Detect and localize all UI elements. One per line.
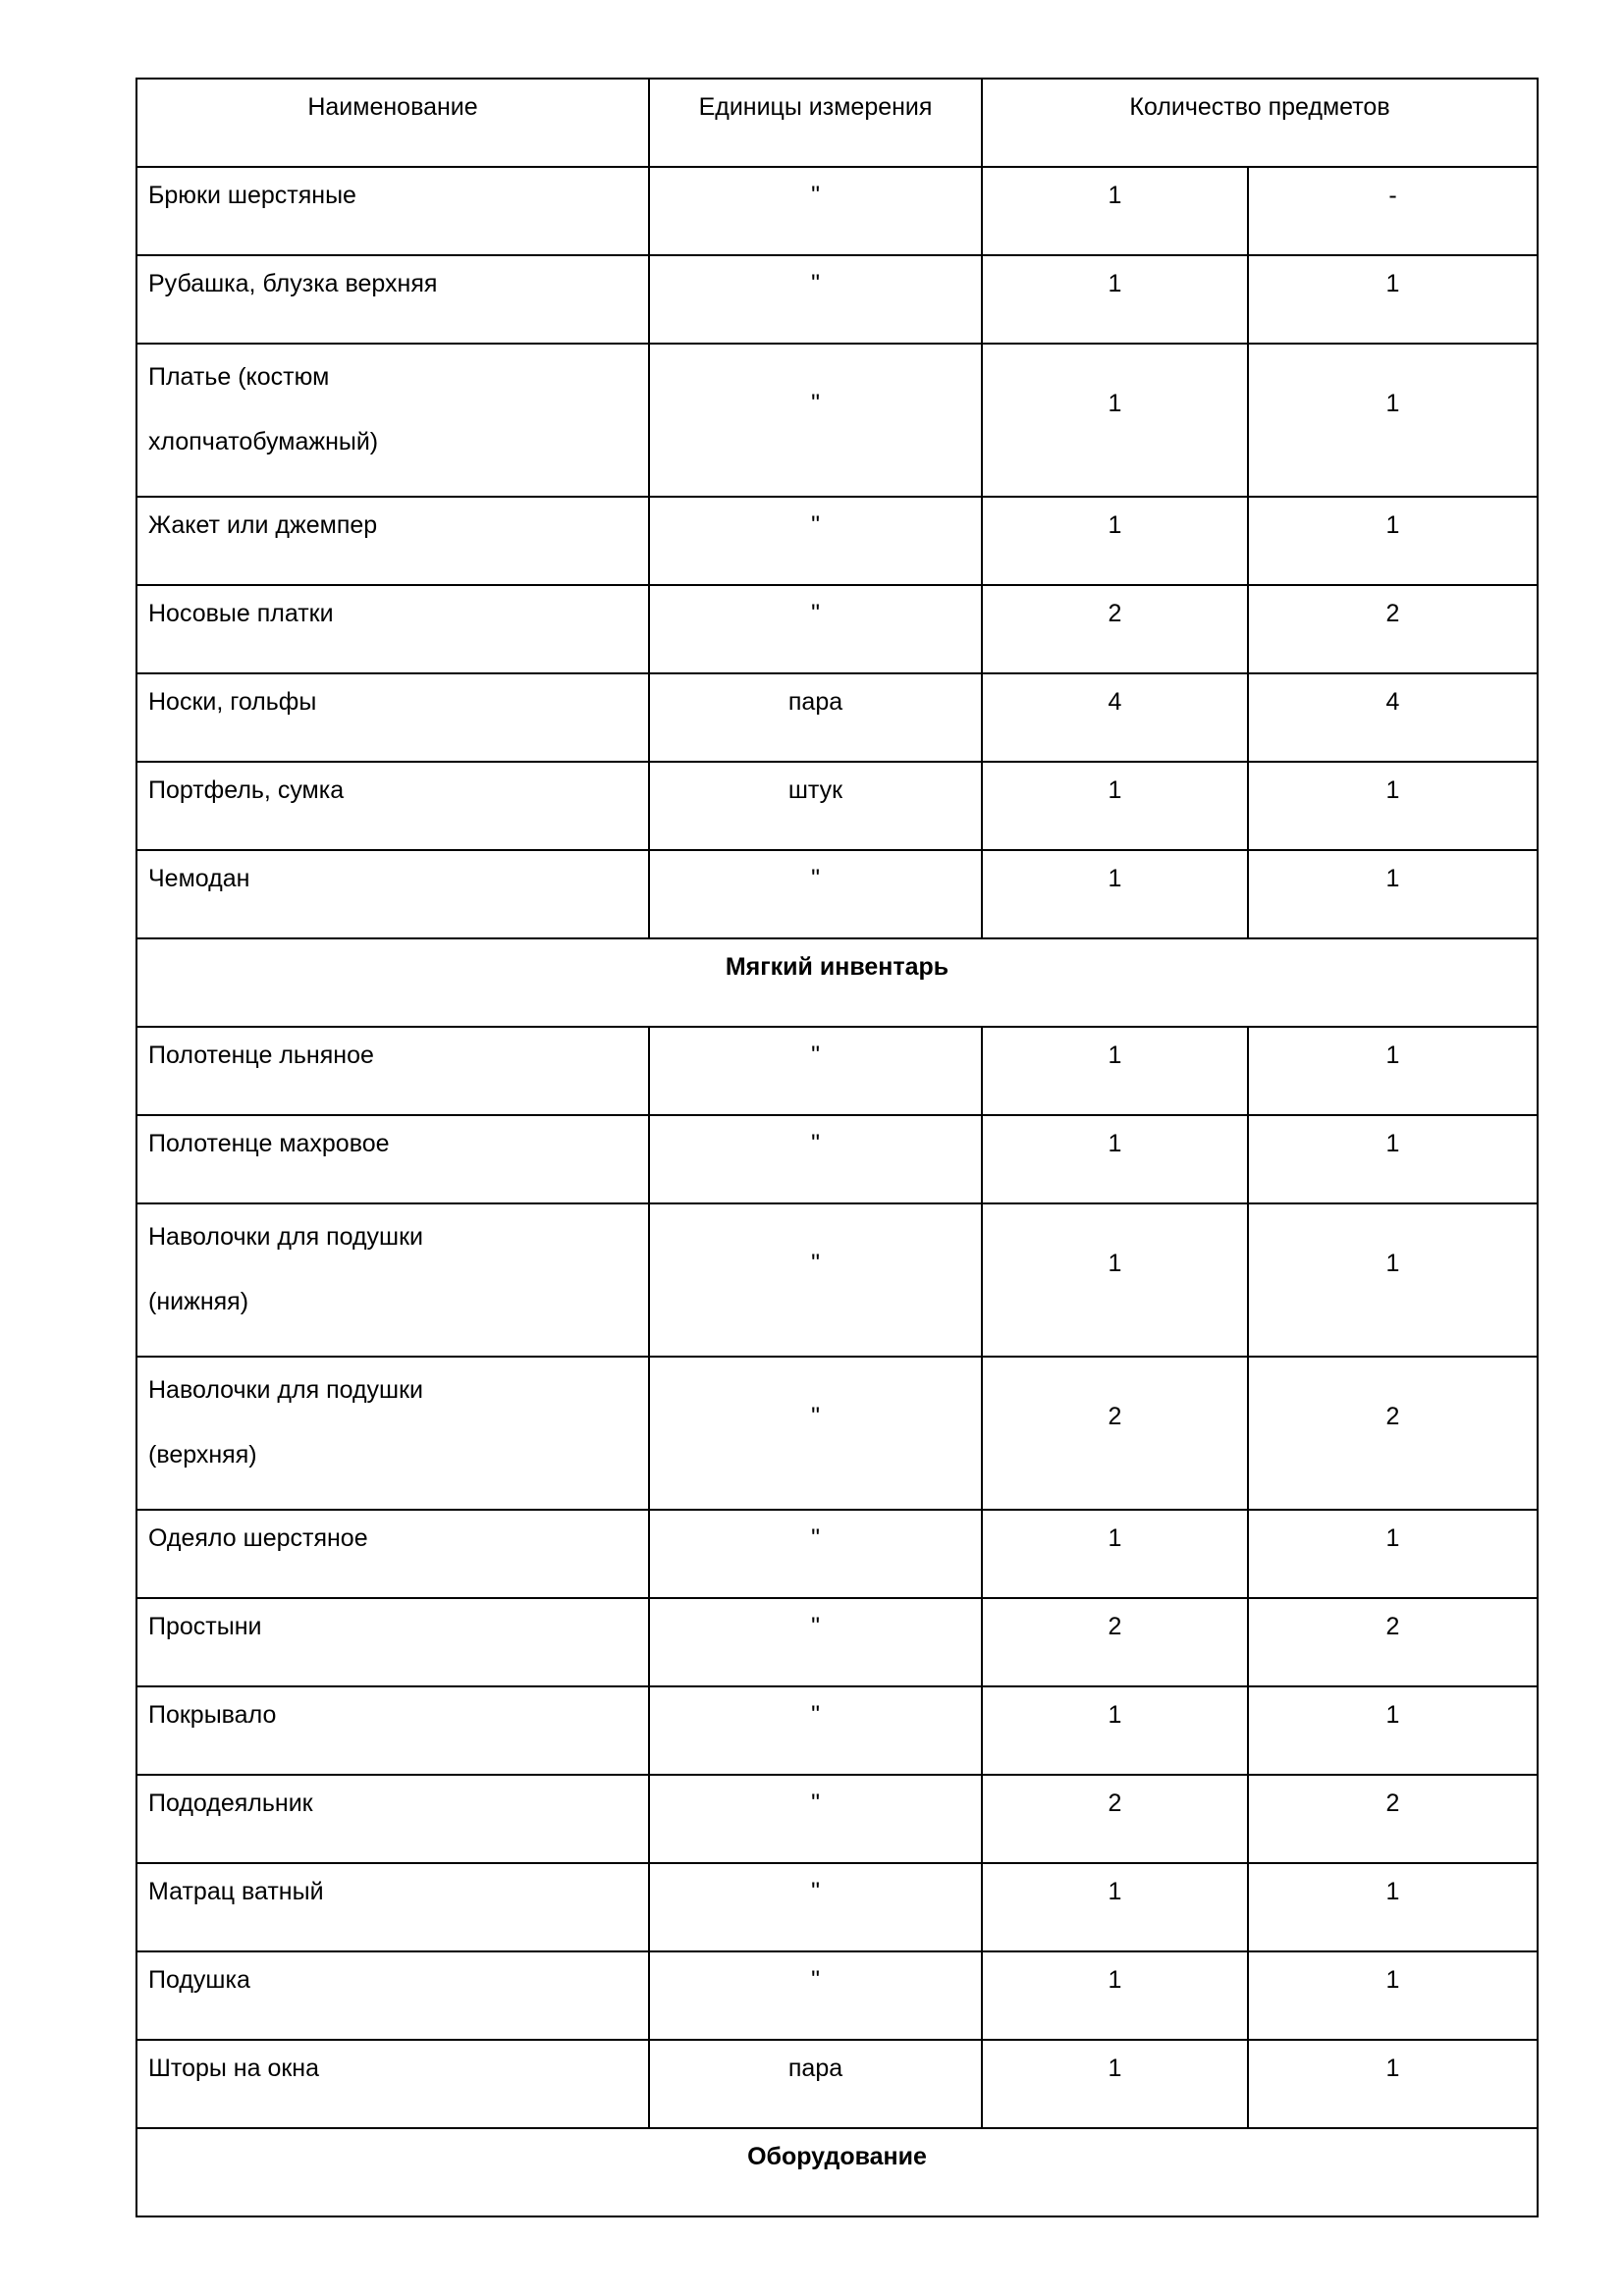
item-unit: " [811, 182, 820, 209]
item-name: Полотенце льняное [148, 1041, 374, 1069]
item-quantity-1-cell [982, 1863, 1248, 1951]
item-unit-cell [649, 673, 982, 762]
item-quantity-2: 1 [1385, 1878, 1400, 1905]
section-title: Мягкий инвентарь [725, 953, 949, 981]
item-unit-cell [649, 2040, 982, 2128]
item-quantity-1-cell [982, 850, 1248, 938]
item-name: Носовые платки [148, 600, 334, 627]
item-name: Наволочки для подушки (верхняя) [148, 1376, 424, 1468]
table-row [136, 1686, 1538, 1775]
item-quantity-1: 1 [1108, 1130, 1122, 1157]
item-quantity-1: 1 [1108, 1524, 1122, 1552]
item-quantity-1-cell [982, 585, 1248, 673]
header-name-cell [136, 79, 649, 167]
item-unit: " [811, 1524, 820, 1552]
item-unit-cell [649, 1686, 982, 1775]
item-quantity-1-cell [982, 1686, 1248, 1775]
item-quantity-2-cell [1248, 1775, 1538, 1863]
item-quantity-2: 4 [1385, 688, 1400, 716]
item-unit: " [811, 1878, 820, 1905]
item-quantity-2: 1 [1385, 511, 1400, 539]
item-name: Матрац ватный [148, 1878, 324, 1905]
item-quantity-1: 1 [1108, 1250, 1122, 1277]
item-unit: " [811, 1403, 820, 1430]
item-quantity-1: 1 [1108, 2055, 1122, 2082]
item-quantity-2-cell [1248, 673, 1538, 762]
item-unit-cell [649, 1951, 982, 2040]
item-name: Одеяло шерстяное [148, 1524, 368, 1552]
item-quantity-1: 2 [1108, 1403, 1122, 1430]
item-name: Носки, гольфы [148, 688, 317, 716]
item-name-cell [136, 1863, 649, 1951]
table-row [136, 1027, 1538, 1115]
item-unit-cell [649, 1863, 982, 1951]
item-unit-cell [649, 167, 982, 255]
item-quantity-1-cell [982, 1357, 1248, 1510]
section-title-cell [136, 938, 1538, 1027]
item-quantity-2-cell [1248, 497, 1538, 585]
item-quantity-1-cell [982, 1951, 1248, 2040]
item-quantity-2: 1 [1385, 865, 1400, 892]
item-quantity-2: 1 [1385, 1130, 1400, 1157]
item-quantity-2: 1 [1385, 1250, 1400, 1277]
item-unit: " [811, 1041, 820, 1069]
item-name-cell [136, 850, 649, 938]
header-name: Наименование [307, 93, 478, 121]
item-unit-cell [649, 1027, 982, 1115]
item-quantity-1-cell [982, 167, 1248, 255]
table-row [136, 1115, 1538, 1203]
item-name-cell [136, 762, 649, 850]
table-row [136, 1951, 1538, 2040]
section-row [136, 938, 1538, 1027]
table-row [136, 1598, 1538, 1686]
item-quantity-2: 2 [1385, 600, 1400, 627]
item-quantity-2-cell [1248, 344, 1538, 497]
item-unit-cell [649, 585, 982, 673]
item-name: Подушка [148, 1966, 250, 1994]
item-unit-cell [649, 850, 982, 938]
item-quantity-2-cell [1248, 1357, 1538, 1510]
item-quantity-2: 1 [1385, 776, 1400, 804]
item-name: Платье (костюм хлопчатобумажный) [148, 363, 379, 455]
table-body [136, 79, 1538, 2216]
item-quantity-1: 1 [1108, 1041, 1122, 1069]
item-name: Рубашка, блузка верхняя [148, 270, 438, 297]
item-quantity-2: 1 [1385, 2055, 1400, 2082]
item-name-cell [136, 167, 649, 255]
section-title-cell [136, 2128, 1538, 2216]
item-quantity-2-cell [1248, 1115, 1538, 1203]
table-row [136, 344, 1538, 497]
table-row [136, 1863, 1538, 1951]
item-unit: " [811, 1701, 820, 1729]
item-quantity-1: 2 [1108, 1613, 1122, 1640]
item-unit: пара [787, 688, 843, 716]
item-quantity-1-cell [982, 1510, 1248, 1598]
item-quantity-2-cell [1248, 762, 1538, 850]
item-quantity-2: 1 [1385, 1041, 1400, 1069]
item-name-cell [136, 1357, 649, 1510]
item-quantity-2-cell [1248, 1863, 1538, 1951]
item-name: Портфель, сумка [148, 776, 345, 804]
table-row [136, 497, 1538, 585]
item-unit-cell [649, 1203, 982, 1357]
table-row [136, 1510, 1538, 1598]
item-unit: " [811, 1966, 820, 1994]
table-header-row [136, 79, 1538, 167]
item-quantity-2: 1 [1385, 1524, 1400, 1552]
item-quantity-1: 1 [1108, 390, 1122, 417]
item-unit: " [811, 1250, 820, 1277]
item-quantity-1: 2 [1108, 600, 1122, 627]
item-name-cell [136, 1027, 649, 1115]
item-name-cell [136, 2040, 649, 2128]
table-row [136, 1357, 1538, 1510]
item-quantity-2: 2 [1385, 1613, 1400, 1640]
section-title: Оборудование [747, 2143, 927, 2170]
item-name: Покрывало [148, 1701, 277, 1729]
item-unit: " [811, 1613, 820, 1640]
item-unit-cell [649, 762, 982, 850]
item-quantity-1-cell [982, 344, 1248, 497]
inventory-table [135, 78, 1539, 2217]
table-row [136, 585, 1538, 673]
item-quantity-2-cell [1248, 1686, 1538, 1775]
section-row [136, 2128, 1538, 2216]
item-quantity-1: 1 [1108, 1878, 1122, 1905]
item-name: Шторы на окна [148, 2055, 320, 2082]
item-quantity-2: - [1388, 182, 1397, 209]
item-quantity-2: 2 [1385, 1789, 1400, 1817]
item-quantity-2-cell [1248, 850, 1538, 938]
item-quantity-1: 1 [1108, 182, 1122, 209]
table-row [136, 167, 1538, 255]
table-row [136, 673, 1538, 762]
item-quantity-2-cell [1248, 1598, 1538, 1686]
item-name-cell [136, 585, 649, 673]
item-unit-cell [649, 344, 982, 497]
item-unit: " [811, 600, 820, 627]
item-unit: " [811, 511, 820, 539]
item-quantity-2-cell [1248, 2040, 1538, 2128]
item-quantity-1-cell [982, 497, 1248, 585]
item-name: Жакет или джемпер [148, 511, 378, 539]
item-unit: " [811, 270, 820, 297]
item-name-cell [136, 1510, 649, 1598]
item-quantity-2: 1 [1385, 1701, 1400, 1729]
item-quantity-1: 2 [1108, 1789, 1122, 1817]
item-unit-cell [649, 1115, 982, 1203]
item-unit: пара [787, 2055, 843, 2082]
item-quantity-1-cell [982, 1203, 1248, 1357]
table-row [136, 1203, 1538, 1357]
item-name: Брюки шерстяные [148, 182, 356, 209]
item-name-cell [136, 673, 649, 762]
item-quantity-2-cell [1248, 1951, 1538, 2040]
item-name-cell [136, 497, 649, 585]
item-quantity-1: 1 [1108, 865, 1122, 892]
item-name: Чемодан [148, 865, 250, 892]
item-quantity-1-cell [982, 1598, 1248, 1686]
item-name-cell [136, 344, 649, 497]
item-unit-cell [649, 1510, 982, 1598]
item-name-cell [136, 1115, 649, 1203]
item-unit-cell [649, 1357, 982, 1510]
item-name-cell [136, 1951, 649, 2040]
item-quantity-1: 4 [1108, 688, 1122, 716]
item-unit-cell [649, 1775, 982, 1863]
item-name-cell [136, 255, 649, 344]
table-row [136, 255, 1538, 344]
item-quantity-1-cell [982, 2040, 1248, 2128]
item-quantity-1: 1 [1108, 776, 1122, 804]
item-name-cell [136, 1203, 649, 1357]
header-unit-cell [649, 79, 982, 167]
item-quantity-1: 1 [1108, 511, 1122, 539]
item-quantity-1: 1 [1108, 1701, 1122, 1729]
table-row [136, 850, 1538, 938]
item-quantity-2: 1 [1385, 1966, 1400, 1994]
item-name-cell [136, 1598, 649, 1686]
item-quantity-1-cell [982, 1775, 1248, 1863]
item-name: Пододеяльник [148, 1789, 313, 1817]
item-quantity-2-cell [1248, 1510, 1538, 1598]
item-name: Наволочки для подушки (нижняя) [148, 1223, 424, 1315]
item-quantity-2: 1 [1385, 270, 1400, 297]
item-quantity-2: 1 [1385, 390, 1400, 417]
item-unit-cell [649, 497, 982, 585]
item-quantity-2-cell [1248, 1203, 1538, 1357]
header-unit: Единицы измерения [698, 93, 933, 121]
item-name-cell [136, 1686, 649, 1775]
item-name: Полотенце махровое [148, 1130, 390, 1157]
item-quantity-1-cell [982, 762, 1248, 850]
item-unit: штук [787, 776, 843, 804]
item-quantity-1-cell [982, 673, 1248, 762]
item-unit: " [811, 1130, 820, 1157]
item-unit: " [811, 865, 820, 892]
item-unit-cell [649, 1598, 982, 1686]
item-quantity-1-cell [982, 1027, 1248, 1115]
table-row [136, 1775, 1538, 1863]
item-quantity-2-cell [1248, 585, 1538, 673]
item-unit-cell [649, 255, 982, 344]
item-quantity-1: 1 [1108, 270, 1122, 297]
item-quantity-1-cell [982, 1115, 1248, 1203]
item-unit: " [811, 390, 820, 417]
item-quantity-2-cell [1248, 255, 1538, 344]
item-quantity-1-cell [982, 255, 1248, 344]
item-quantity-2-cell [1248, 1027, 1538, 1115]
item-quantity-2-cell [1248, 167, 1538, 255]
table-row [136, 762, 1538, 850]
item-name-cell [136, 1775, 649, 1863]
header-quantity: Количество предметов [1129, 93, 1390, 121]
header-quantity-cell [982, 79, 1538, 167]
item-quantity-2: 2 [1385, 1403, 1400, 1430]
item-quantity-1: 1 [1108, 1966, 1122, 1994]
item-unit: " [811, 1789, 820, 1817]
item-name: Простыни [148, 1613, 262, 1640]
table-row [136, 2040, 1538, 2128]
